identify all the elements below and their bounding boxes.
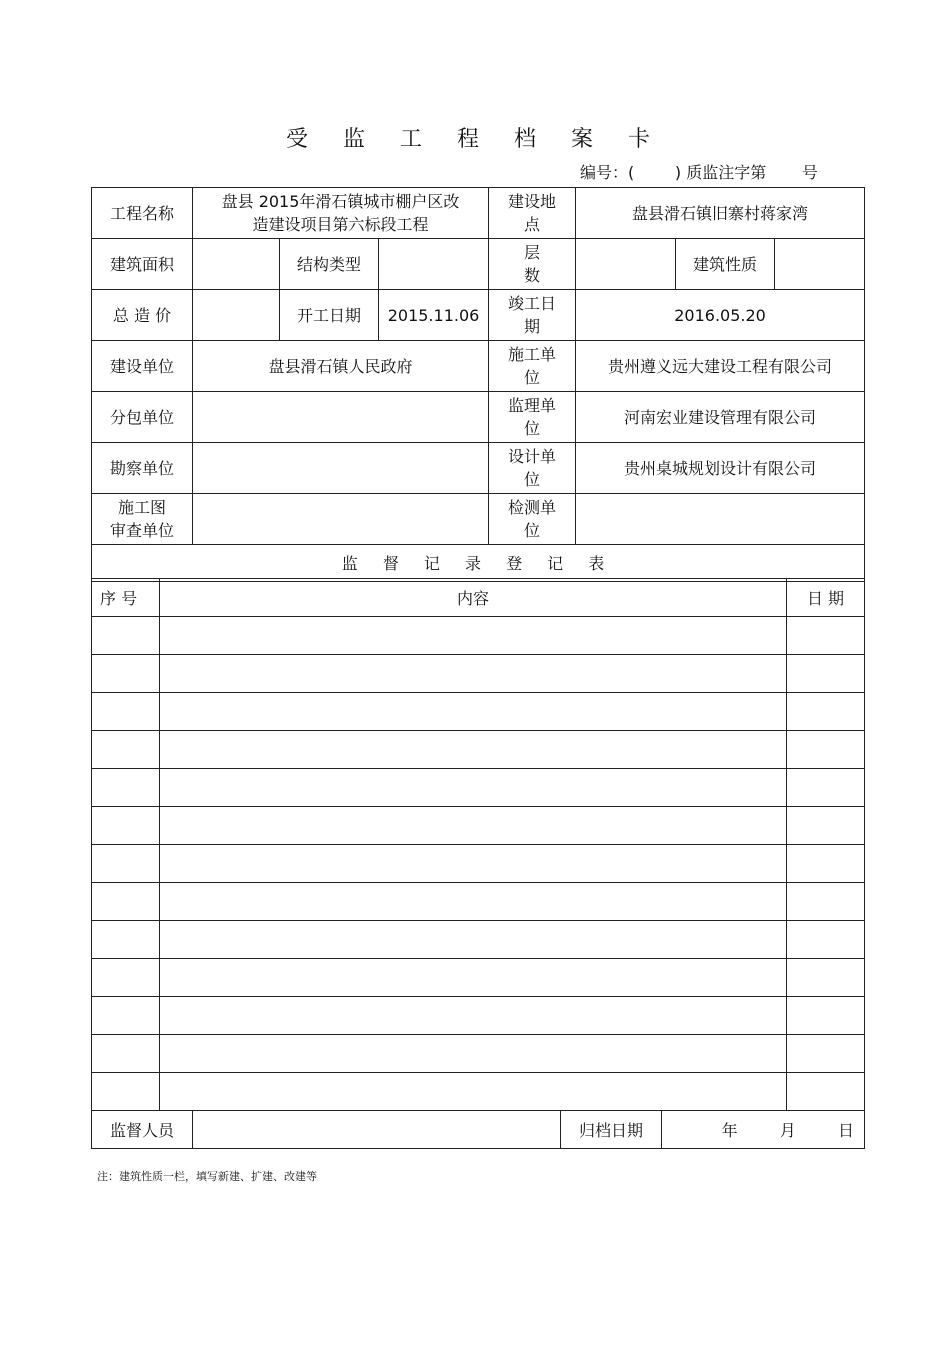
footer-table (91, 1110, 865, 1149)
project-name-value[interactable] (193, 188, 489, 239)
review-label (92, 494, 193, 545)
contractor-label-line2: 位 (524, 368, 541, 387)
log-row (92, 1035, 865, 1073)
log-row (92, 883, 865, 921)
archive-date-label: 归档日期 (561, 1111, 662, 1149)
supervisor-label-line1: 监理单 (508, 396, 557, 415)
log-row-no[interactable] (92, 997, 160, 1035)
floors-label (489, 239, 576, 290)
testing-label (489, 494, 576, 545)
log-row-date[interactable] (787, 883, 865, 921)
serial-number: 编号：( ) 质监注字第 号 (580, 163, 818, 182)
log-row-no[interactable] (92, 617, 160, 655)
area-value[interactable] (193, 239, 280, 290)
log-row-content[interactable] (160, 769, 787, 807)
log-row-no[interactable] (92, 807, 160, 845)
supervisor-value[interactable]: 河南宏业建设管理有限公司 (576, 392, 865, 443)
log-row-no[interactable] (92, 693, 160, 731)
log-row-content[interactable] (160, 1035, 787, 1073)
log-row (92, 769, 865, 807)
log-row-content[interactable] (160, 807, 787, 845)
log-row-date[interactable] (787, 655, 865, 693)
log-row-content[interactable] (160, 921, 787, 959)
log-row-content[interactable] (160, 997, 787, 1035)
log-row-no[interactable] (92, 921, 160, 959)
nature-value[interactable] (775, 239, 865, 290)
log-row (92, 731, 865, 769)
finish-label-line1: 竣工日 (508, 294, 557, 313)
log-row (92, 807, 865, 845)
testing-value[interactable] (576, 494, 865, 545)
log-row (92, 655, 865, 693)
log-row-content[interactable] (160, 845, 787, 883)
log-row-no[interactable] (92, 731, 160, 769)
contractor-label-line1: 施工单 (508, 345, 557, 364)
structure-value[interactable] (379, 239, 489, 290)
project-info-table (91, 187, 865, 582)
survey-label: 勘察单位 (92, 443, 193, 494)
floors-label-line2: 数 (524, 266, 541, 285)
contractor-label (489, 341, 576, 392)
log-row-content[interactable] (160, 655, 787, 693)
log-section-title: 监 督 记 录 登 记 表 (92, 545, 865, 582)
supervisor-label (489, 392, 576, 443)
log-row-no[interactable] (92, 1073, 160, 1111)
log-row-no[interactable] (92, 959, 160, 997)
floors-label-line1: 层 (524, 243, 541, 262)
cost-value[interactable] (193, 290, 280, 341)
log-row-content[interactable] (160, 693, 787, 731)
log-row-content[interactable] (160, 959, 787, 997)
log-row (92, 959, 865, 997)
log-row-date[interactable] (787, 693, 865, 731)
site-value[interactable]: 盘县滑石镇旧寨村蒋家湾 (576, 188, 865, 239)
log-row (92, 921, 865, 959)
design-label-line1: 设计单 (508, 447, 557, 466)
log-row-content[interactable] (160, 731, 787, 769)
finish-date-value[interactable]: 2016.05.20 (576, 290, 865, 341)
testing-label-line1: 检测单 (508, 498, 557, 517)
site-label-line1: 建设地 (508, 192, 557, 211)
start-date-label: 开工日期 (280, 290, 379, 341)
archive-day: 日 (837, 1121, 854, 1140)
log-col-no: 序 号 (92, 579, 160, 617)
log-row-no[interactable] (92, 1035, 160, 1073)
site-label (489, 188, 576, 239)
floors-value[interactable] (576, 239, 676, 290)
log-row-content[interactable] (160, 883, 787, 921)
log-col-date: 日 期 (787, 579, 865, 617)
project-name-line2: 造建设项目第六标段工程 (252, 215, 429, 234)
log-row-no[interactable] (92, 883, 160, 921)
log-row (92, 617, 865, 655)
subcontractor-label: 分包单位 (92, 392, 193, 443)
log-row-date[interactable] (787, 997, 865, 1035)
design-label (489, 443, 576, 494)
archive-month: 月 (779, 1121, 796, 1140)
supervisor-label-line2: 位 (524, 419, 541, 438)
log-row (92, 693, 865, 731)
design-label-line2: 位 (524, 470, 541, 489)
design-value[interactable]: 贵州桌城规划设计有限公司 (576, 443, 865, 494)
finish-date-label (489, 290, 576, 341)
cost-label: 总 造 价 (92, 290, 193, 341)
builder-label: 建设单位 (92, 341, 193, 392)
log-row (92, 997, 865, 1035)
log-row-no[interactable] (92, 769, 160, 807)
log-col-content: 内容 (160, 579, 787, 617)
finish-label-line2: 期 (524, 317, 541, 336)
log-row-date[interactable] (787, 1035, 865, 1073)
archive-year: 年 (721, 1121, 738, 1140)
project-name-line1: 盘县 2015年滑石镇城市棚户区改 (221, 192, 460, 211)
log-row-date[interactable] (787, 959, 865, 997)
structure-label: 结构类型 (280, 239, 379, 290)
log-row-content[interactable] (160, 1073, 787, 1111)
archive-date-value[interactable] (662, 1111, 865, 1149)
page-title: 受 监 工 程 档 案 卡 (286, 127, 664, 152)
log-row-date[interactable] (787, 731, 865, 769)
area-label: 建筑面积 (92, 239, 193, 290)
survey-value[interactable] (193, 443, 489, 494)
log-row-no[interactable] (92, 845, 160, 883)
log-row-no[interactable] (92, 655, 160, 693)
log-row-date[interactable] (787, 769, 865, 807)
log-row-date[interactable] (787, 845, 865, 883)
inspector-label: 监督人员 (92, 1111, 193, 1149)
supervision-log-table (91, 578, 865, 1111)
log-row (92, 845, 865, 883)
log-header-row (92, 579, 865, 617)
testing-label-line2: 位 (524, 521, 541, 540)
project-name-label: 工程名称 (92, 188, 193, 239)
log-row-content[interactable] (160, 617, 787, 655)
log-row-date[interactable] (787, 921, 865, 959)
start-date-value[interactable]: 2015.11.06 (379, 290, 489, 341)
contractor-value[interactable]: 贵州遵义远大建设工程有限公司 (576, 341, 865, 392)
log-row-date[interactable] (787, 807, 865, 845)
log-row-date[interactable] (787, 1073, 865, 1111)
site-label-line2: 点 (524, 215, 541, 234)
review-label-line2: 审查单位 (109, 521, 174, 540)
nature-label: 建筑性质 (676, 239, 775, 290)
review-label-line1: 施工图 (117, 498, 166, 517)
log-row (92, 1073, 865, 1111)
footnote: 注：建筑性质一栏，填写新建、扩建、改建等 (97, 1170, 317, 1183)
subcontractor-value[interactable] (193, 392, 489, 443)
review-value[interactable] (193, 494, 489, 545)
log-row-date[interactable] (787, 617, 865, 655)
inspector-value[interactable] (193, 1111, 561, 1149)
builder-value[interactable]: 盘县滑石镇人民政府 (193, 341, 489, 392)
